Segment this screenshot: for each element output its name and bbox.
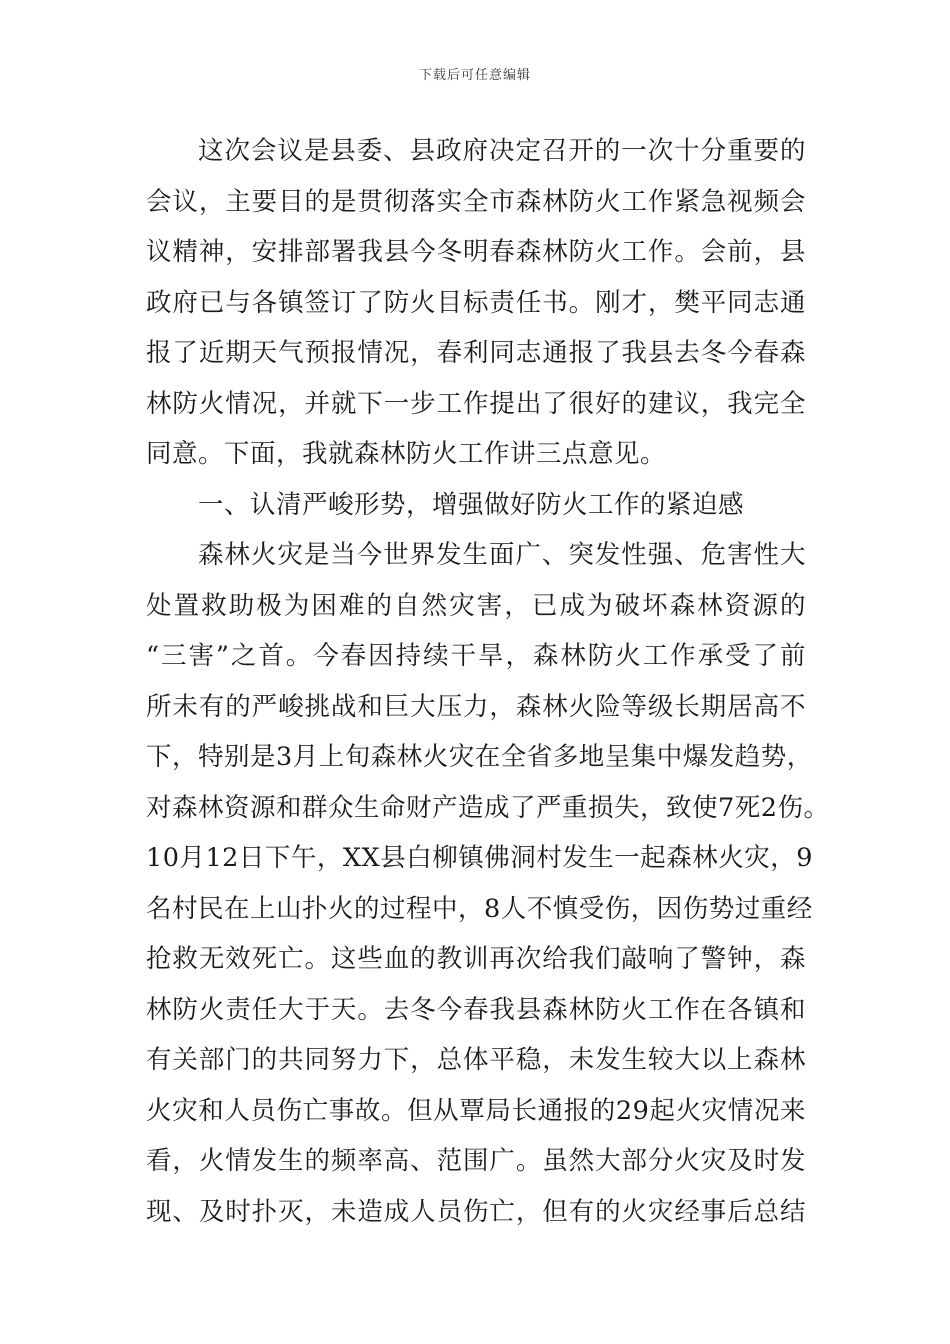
paragraph-line: 对森林资源和群众生命财产造成了严重损失，致使7死2伤。	[146, 792, 830, 823]
paragraph-line: 这次会议是县委、县政府决定召开的一次十分重要的	[198, 136, 806, 166]
paragraph-line: 处置救助极为困难的自然灾害，已成为破坏森林资源的	[146, 590, 806, 621]
paragraph-line: 10月12日下午，XX县白柳镇佛洞村发生一起森林火灾，9	[146, 843, 813, 873]
paragraph-line: 现、及时扑灭，未造成人员伤亡，但有的火灾经事后总结	[146, 1196, 806, 1227]
paragraph-line: 名村民在上山扑火的过程中，8人不慎受伤，因伤势过重经	[146, 893, 813, 924]
section-heading: 一、认清严峻形势，增强做好防火工作的紧迫感	[198, 489, 745, 520]
document-body	[146, 126, 830, 1237]
paragraph-line: 有关部门的共同努力下，总体平稳，未发生较大以上森林	[146, 1045, 806, 1075]
paragraph-line: 所未有的严峻挑战和巨大压力，森林火险等级长期居高不	[146, 691, 806, 722]
paragraph-line: 会议，主要目的是贯彻落实全市森林防火工作紧急视频会	[146, 186, 806, 217]
paragraph-line: 林防火责任大于天。去冬今春我县森林防火工作在各镇和	[146, 994, 806, 1025]
paragraph-line: 政府已与各镇签订了防火目标责任书。刚才，樊平同志通	[146, 287, 806, 318]
paragraph-line: 看，火情发生的频率高、范围广。虽然大部分火灾及时发	[146, 1146, 806, 1176]
paragraph-line: 火灾和人员伤亡事故。但从覃局长通报的29起火灾情况来	[146, 1095, 806, 1126]
paragraph-line: 报了近期天气预报情况，春利同志通报了我县去冬今春森	[146, 338, 806, 368]
header-note: 下载后可任意编辑	[418, 68, 531, 83]
paragraph-line: “三害”之首。今春因持续干旱，森林防火工作承受了前	[146, 641, 806, 671]
paragraph-line: 下，特别是3月上旬森林火灾在全省多地呈集中爆发趋势，	[146, 742, 813, 772]
paragraph-line: 同意。下面，我就森林防火工作讲三点意见。	[146, 439, 667, 469]
paragraph-line: 森林火灾是当今世界发生面广、突发性强、危害性大	[198, 540, 806, 570]
paragraph-line: 议精神，安排部署我县今冬明春森林防火工作。会前，县	[146, 237, 806, 267]
paragraph-line: 林防火情况，并就下一步工作提出了很好的建议，我完全	[146, 388, 806, 419]
paragraph-line: 抢救无效死亡。这些血的教训再次给我们敲响了警钟，森	[146, 944, 806, 974]
